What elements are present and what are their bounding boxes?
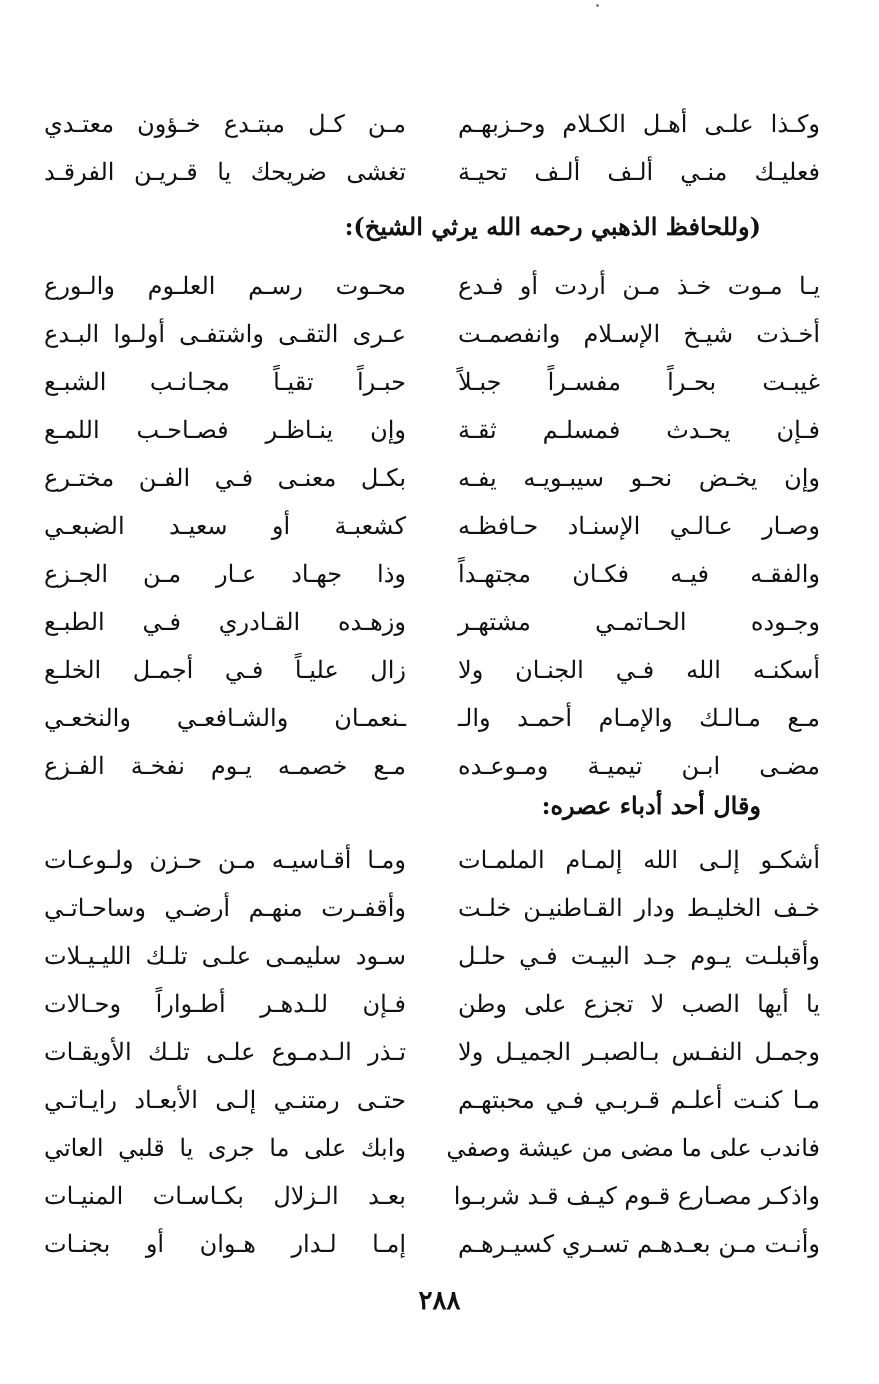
verse-row xyxy=(44,932,820,980)
verse-right-hemistich: يـا مـوت خـذ مـن أردت أو فـدع xyxy=(458,272,820,300)
verse-left-hemistich: ومـا أقـاسيـه مـن حـزن ولـوعـات xyxy=(44,846,406,874)
poem-block-3 xyxy=(44,836,820,1268)
verse-left-hemistich: وأقفـرت منهـم أرضـي وساحـاتـي xyxy=(44,894,406,922)
verse-row xyxy=(44,646,820,694)
verse-right-hemistich: خـف الخليـط ودار القـاطنيـن خلـت xyxy=(458,894,820,922)
verse-left-hemistich: تـذر الـدمـوع علـى تلـك الأويقـات xyxy=(44,1038,406,1066)
verse-left-hemistich: بكـل معنـى فـي الفـن مختـرع xyxy=(44,464,406,492)
verse-row xyxy=(44,310,820,358)
verse-left-hemistich: مـن كـل مبتـدع خـؤون معتـدي xyxy=(44,110,406,138)
section-heading-contemporary: وقال أحد أدباء عصره: xyxy=(541,791,761,820)
verse-left-hemistich: تغشى ضريحك يا قـريـن الفرقـد xyxy=(44,158,406,186)
verse-left-hemistich: مـع خصمـه يـوم نفخـة الفـزع xyxy=(44,752,406,780)
verse-right-hemistich: فاندب على ما مضى من عيشة وصفي xyxy=(446,1134,820,1162)
section-heading-dhahabi: (وللحافظ الذهبي رحمه الله يرثي الشيخ): xyxy=(344,212,761,241)
verse-row xyxy=(44,502,820,550)
verse-row xyxy=(44,1172,820,1220)
verse-left-hemistich: إمـا لـدار هـوان أو بجنـات xyxy=(44,1230,406,1258)
verse-right-hemistich: مضـى ابـن تيميـة ومـوعـده xyxy=(458,752,820,780)
verse-left-hemistich: سـود سليمـى علـى تلـك الليـيـلات xyxy=(44,942,406,970)
verse-left-hemistich: فـإن للـدهـر أطـواراً وحـالات xyxy=(44,990,406,1018)
verse-left-hemistich: ـنعمـان والشـافعـي والنخعـي xyxy=(44,704,406,732)
verse-row xyxy=(44,598,820,646)
verse-row xyxy=(44,1124,820,1172)
verse-row xyxy=(44,358,820,406)
verse-left-hemistich: عـرى التقـى واشتفـى أولـوا البـدع xyxy=(44,320,406,348)
poem-block-1 xyxy=(44,100,820,196)
verse-right-hemistich: فـإن يحـدث فمسلـم ثقـة xyxy=(458,416,820,444)
verse-right-hemistich: وكـذا علـى أهـل الكـلام وحـزبهـم xyxy=(458,110,820,138)
verse-right-hemistich: وإن يخـض نحـو سيبـويـه يفـه xyxy=(458,464,820,492)
verse-left-hemistich: كشعبـة أو سعيـد الضبعـي xyxy=(44,512,406,540)
verse-left-hemistich: حبـراً تقيـاً مجـانـب الشبـع xyxy=(44,368,406,396)
verse-right-hemistich: غيبـت بحـراً مفسـراً جبـلاً xyxy=(458,368,820,396)
verse-row xyxy=(44,1220,820,1268)
verse-row xyxy=(44,1028,820,1076)
scan-speck xyxy=(596,4,599,7)
poem-block-2 xyxy=(44,262,820,790)
verse-left-hemistich: بعـد الـزلال بكـاسـات المنيـات xyxy=(44,1182,406,1210)
verse-left-hemistich: حتـى رمتنـي إلـى الأبعـاد رايـاتـي xyxy=(44,1086,406,1114)
verse-right-hemistich: فعليـك منـي ألـف ألـف تحيـة xyxy=(458,158,820,186)
verse-right-hemistich: والفقـه فيـه فكـان مجتهـداً xyxy=(458,560,820,588)
verse-right-hemistich: وجمـل النفـس بـالصبـر الجميـل ولا xyxy=(458,1038,820,1066)
verse-left-hemistich: زال عليـاً فـي أجمـل الخلـع xyxy=(44,656,406,684)
verse-right-hemistich: أسكنـه الله فـي الجنـان ولا xyxy=(458,656,820,684)
verse-row xyxy=(44,550,820,598)
verse-row xyxy=(44,148,820,196)
verse-right-hemistich: يا أيها الصب لا تجزع على وطن xyxy=(458,990,820,1018)
verse-row xyxy=(44,454,820,502)
verse-left-hemistich: وذا جهـاد عـار مـن الجـزع xyxy=(44,560,406,588)
verse-left-hemistich: وإن ينـاظـر فصـاحـب اللمـع xyxy=(44,416,406,444)
verse-row xyxy=(44,406,820,454)
verse-right-hemistich: أشكـو إلـى الله إلمـام الملمـات xyxy=(458,846,820,874)
verse-row xyxy=(44,262,820,310)
verse-right-hemistich: وأنـت مـن بعـدهـم تسـري كسيـرهـم xyxy=(458,1230,820,1258)
verse-row xyxy=(44,100,820,148)
verse-row xyxy=(44,980,820,1028)
verse-left-hemistich: محـوت رسـم العلـوم والـورع xyxy=(44,272,406,300)
verse-left-hemistich: وابك على ما جرى يا قلبي العاتي xyxy=(44,1134,406,1162)
verse-row xyxy=(44,1076,820,1124)
verse-row xyxy=(44,742,820,790)
verse-right-hemistich: واذكـر مصـارع قـوم كيـف قـد شربـوا xyxy=(453,1182,820,1210)
verse-row xyxy=(44,836,820,884)
verse-row xyxy=(44,694,820,742)
verse-right-hemistich: مـا كنـت أعلـم قـربـي فـي محبتهـم xyxy=(458,1086,820,1114)
page-number: ٢٨٨ xyxy=(418,1286,461,1316)
verse-right-hemistich: وصـار عـالـي الإسنـاد حـافظـه xyxy=(458,512,820,540)
verse-right-hemistich: مـع مـالـك والإمـام أحمـد والـ xyxy=(458,704,820,732)
verse-row xyxy=(44,884,820,932)
verse-right-hemistich: أخـذت شيـخ الإسـلام وانفصمـت xyxy=(458,320,820,348)
verse-right-hemistich: وجـوده الحـاتمـي مشتهـر xyxy=(458,608,820,636)
verse-left-hemistich: وزهـده القـادري فـي الطبـع xyxy=(44,608,406,636)
verse-right-hemistich: وأقبلـت يـوم جـد البيـت فـي حلـل xyxy=(458,942,820,970)
